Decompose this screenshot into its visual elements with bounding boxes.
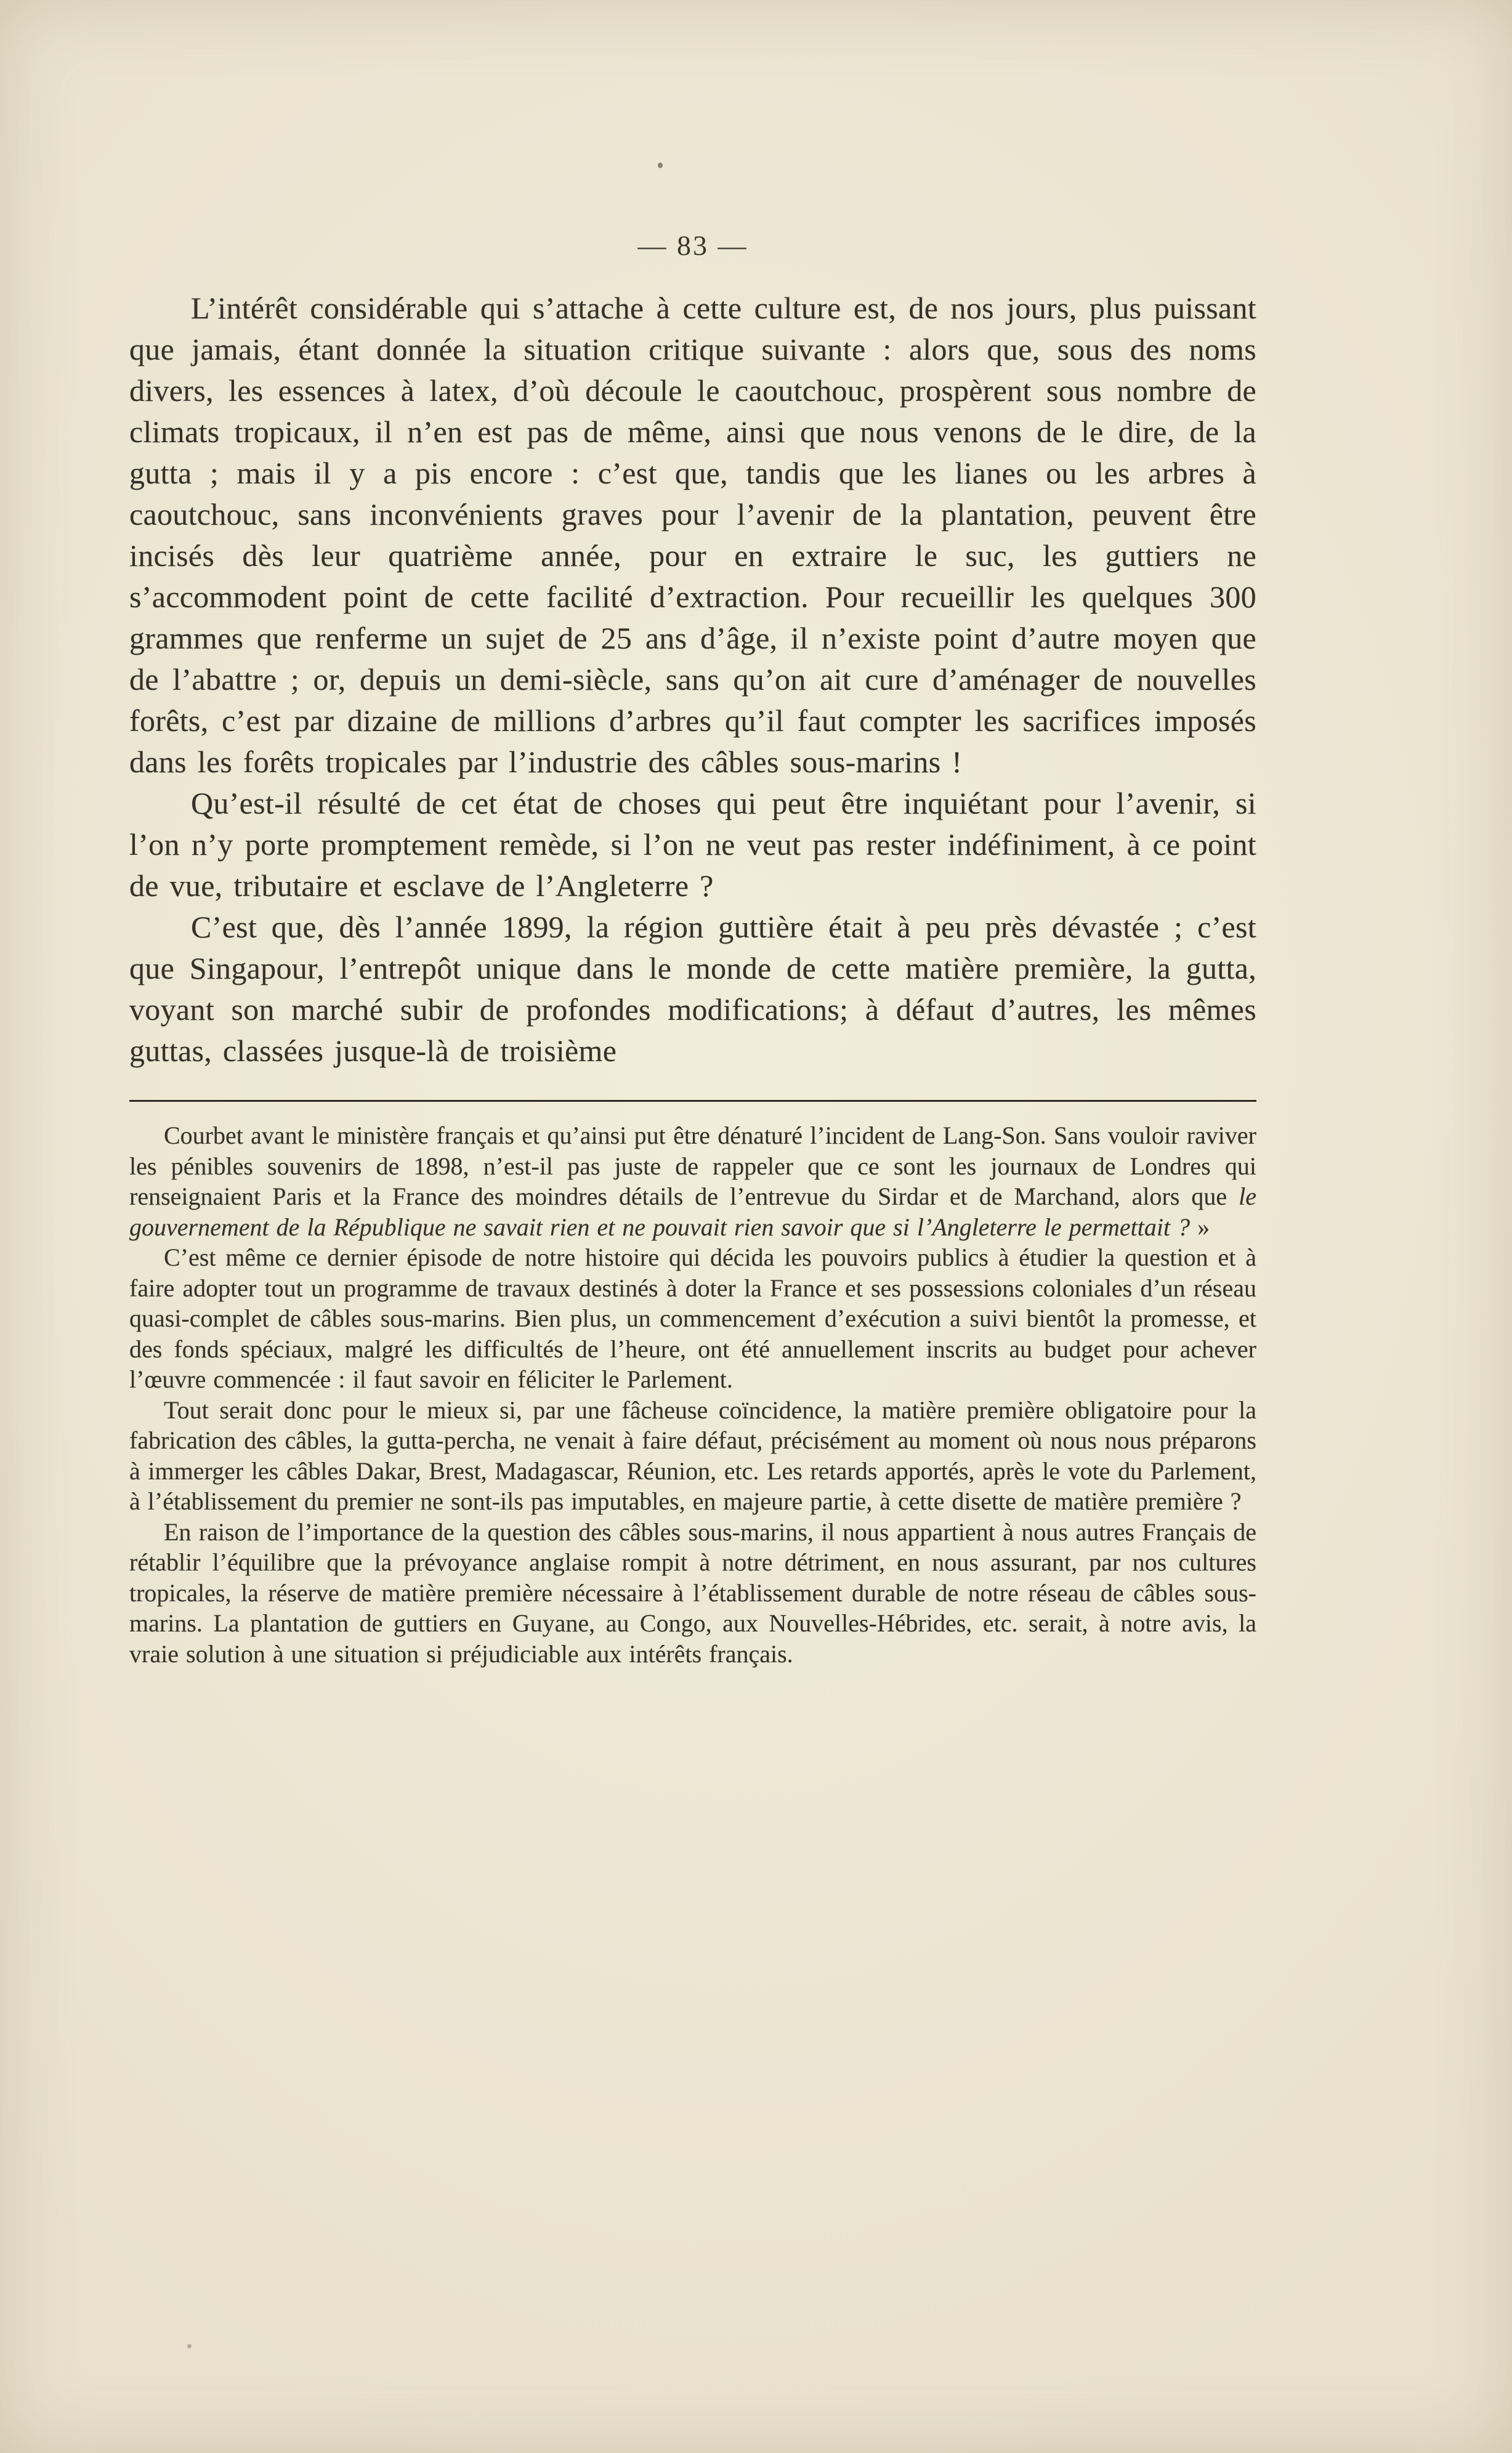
footnote-italic-quote: le gouvernement de la République ne savait rien et ne pouvait rien savoir que si l’Angleterre le permettait ?: [129, 1182, 1256, 1241]
footnote-paragraph: En raison de l’importance de la question des câbles sous-marins, il nous appartient à nous autres Français de rétablir l’équilibre que la prévoyance anglaise rompit à notre détriment, en nous assurant, par nos cultures tropicales, la réserve de matière première nécessaire à l’établissement durable de notre réseau de câbles sous-marins. La plantation de guttiers en Guyane, au Congo, aux Nouvelles-Hébrides, etc. serait, à notre avis, la vraie solution à une situation si préjudiciable aux intérêts français.: [129, 1517, 1256, 1668]
main-text-block: [129, 288, 1256, 1072]
paper-speck: [187, 2344, 192, 2348]
paragraph: C’est que, dès l’année 1899, la région guttière était à peu près dévastée ; c’est que Singapour, l’entrepôt unique dans le monde de cette matière première, la gutta, voyant son marché subir de profondes modifications; à défaut d’autres, les mêmes guttas, classées jusque-là de troisième: [129, 910, 1256, 1068]
footnote-paragraph: Tout serait donc pour le mieux si, par une fâcheuse coïncidence, la matière première obligatoire pour la fabrication des câbles, la gutta-percha, ne venait à faire défaut, précisément au moment où nous nous préparons à immerger les câbles Dakar, Brest, Madagascar, Réunion, etc. Les retards apportés, après le vote du Parlement, à l’établissement du premier ne sont-ils pas imputables, en majeure partie, à cette disette de matière première ?: [129, 1396, 1256, 1515]
paragraph: Qu’est-il résulté de cet état de choses qui peut être inquiétant pour l’avenir, si l’on n’y porte promptement remède, si l’on ne veut pas rester indéfiniment, à ce point de vue, tributaire et esclave de l’Angleterre ?: [129, 786, 1256, 903]
paragraph: L’intérêt considérable qui s’attache à cette culture est, de nos jours, plus puissant que jamais, étant donnée la situation critique suivante : alors que, sous des noms divers, les essences à latex, d’où découle le caoutchouc, prospèrent sous nombre de climats tropicaux, il n’en est pas de même, ainsi que nous venons de le dire, de la gutta ; mais il y a pis encore : c’est que, tandis que les lianes ou les arbres à caoutchouc, sans inconvénients graves pour l’avenir de la plantation, peuvent être incisés dès leur quatrième année, pour en extraire le suc, les guttiers ne s’accommodent point de cette facilité d’extraction. Pour recueillir les quelques 300 grammes que renferme un sujet de 25 ans d’âge, il n’existe point d’autre moyen que de l’abattre ; or, depuis un demi-siècle, sans qu’on ait cure d’aménager de nouvelles forêts, c’est par dizaine de millions d’arbres qu’il faut compter les sacrifices imposés dans les forêts tropicales par l’industrie des câbles sous-marins !: [129, 291, 1256, 779]
text-column: [129, 0, 1256, 1669]
footnote-text: Courbet avant le ministère français et qu’ainsi put être dénaturé l’incident de Lang-Son. Sans vouloir raviver les pénibles souvenirs de 1898, n’est-il pas juste de rappeler que ce sont les journaux de Londres qui renseignaient Paris et la France des moindres détails de l’entrevue du Sirdar et de Marchand, alors que: [129, 1121, 1256, 1210]
footnote-separator-rule: [129, 1100, 1256, 1102]
closing-guillemet: »: [1197, 1213, 1210, 1241]
page-number: — 83 —: [637, 230, 748, 261]
footnote-block: [129, 1120, 1256, 1669]
footnote-paragraph: C’est même ce dernier épisode de notre histoire qui décida les pouvoirs publics à étudier la question et à faire adopter tout un programme de travaux destinés à doter la France et ses possessions coloniales d’un réseau quasi-complet de câbles sous-marins. Bien plus, un commencement d’exécution a suivi bientôt la promesse, et des fonds spéciaux, malgré les difficultés de l’heure, ont été annuellement inscrits au budget pour achever l’œuvre commencée : il faut savoir en féliciter le Parlement.: [129, 1243, 1256, 1393]
footnote-paragraph: [129, 1120, 1256, 1242]
